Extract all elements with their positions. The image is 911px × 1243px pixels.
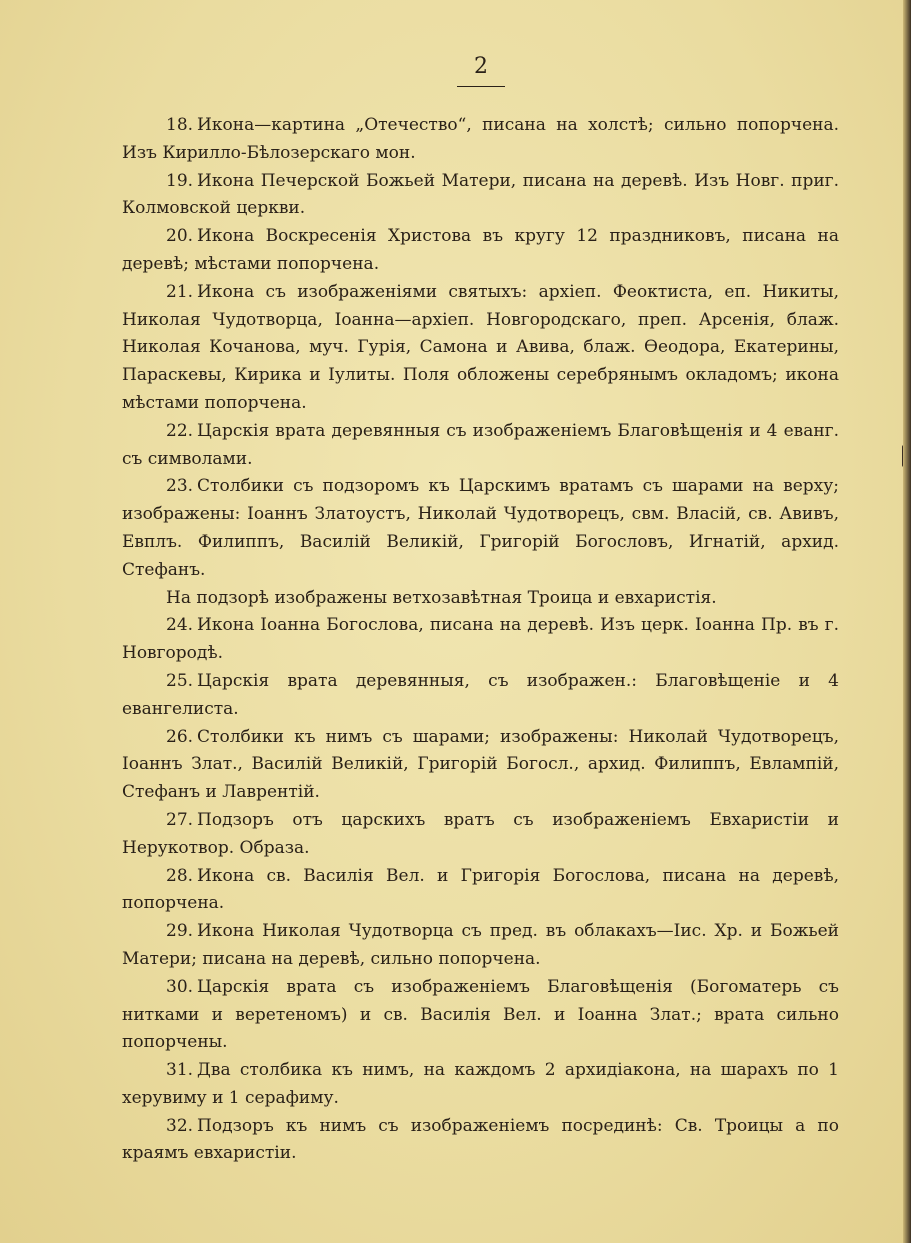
inventory-entry-26	[122, 724, 839, 807]
entry-text: Царскія врата деревянныя, съ изображен.: Благовѣщеніе и 4 евангелиста.	[122, 670, 839, 719]
page-number: 2	[474, 54, 488, 79]
entry-text: Подзоръ къ нимъ съ изображеніемъ посрединѣ: Св. Троицы а по краямъ евхаристіи.	[122, 1115, 839, 1164]
entry-number: 32.	[166, 1115, 194, 1136]
entry-number: 18.	[166, 115, 194, 135]
page-edge-shadow	[903, 0, 911, 1243]
inventory-list	[122, 112, 839, 1168]
inventory-entry-27	[122, 807, 839, 863]
entry-number: 21.	[166, 281, 194, 302]
entry-number: 25.	[166, 670, 194, 691]
inventory-entry-20	[122, 223, 839, 279]
inventory-entry-31	[122, 1057, 839, 1113]
inventory-entry-23-note	[122, 585, 839, 613]
entry-text: Икона—картина „Отечество“, писана на холстѣ; сильно попорчена. Изъ Кирилло-Бѣлозерскаго мон.	[122, 115, 839, 163]
entry-text: Икона Воскресенія Христова въ кругу 12 праздниковъ, писана на деревѣ; мѣстами попорчена.	[122, 226, 839, 274]
inventory-entry-25	[122, 668, 839, 724]
entry-number: 23.	[166, 476, 194, 497]
inventory-entry-22	[122, 418, 839, 474]
inventory-entry-24	[122, 612, 839, 668]
entry-number: 27.	[166, 809, 194, 830]
inventory-entry-21	[122, 279, 839, 418]
entry-text: Икона св. Василія Вел. и Григорія Богослова, писана на деревѣ, попорчена.	[122, 865, 839, 914]
entry-text: Столбики къ нимъ съ шарами; изображены: Николай Чудотворецъ, Іоаннъ Злат., Василій Великій, Григорій Богосл., архид. Филиппъ, Евлампій, Стефанъ и Лаврентій.	[122, 726, 839, 803]
inventory-entry-23	[122, 473, 839, 584]
entry-number: 20.	[166, 226, 194, 247]
entry-text: На подзорѣ изображены ветхозавѣтная Троица и евхаристія.	[166, 587, 717, 608]
entry-text: Подзоръ отъ царскихъ вратъ съ изображеніемъ Евхаристіи и Нерукотвор. Образа.	[122, 809, 839, 858]
entry-number: 29.	[166, 921, 194, 942]
entry-text: Два столбика къ нимъ, на каждомъ 2 архидіакона, на шарахъ по 1 херувиму и 1 серафиму.	[122, 1060, 839, 1108]
entry-number: 19.	[166, 170, 194, 191]
entry-text: Царскія врата съ изображеніемъ Благовѣщенія (Богоматерь съ нитками и веретеномъ) и св. Василія Вел. и Іоанна Злат.; врата сильно попорчены.	[122, 976, 839, 1053]
inventory-entry-32	[122, 1113, 839, 1169]
entry-number: 31.	[166, 1060, 194, 1081]
page-number-rule	[457, 86, 505, 87]
entry-number: 28.	[166, 865, 194, 886]
entry-number: 30.	[166, 976, 194, 997]
inventory-entry-19	[122, 168, 839, 224]
entry-text: Икона Николая Чудотворца съ пред. въ облакахъ—Іис. Хр. и Божьей Матери; писана на деревѣ, сильно попорчена.	[122, 921, 839, 969]
entry-text: Икона Іоанна Богослова, писана на деревѣ. Изъ церк. Іоанна Пр. въ г. Новгородѣ.	[122, 615, 839, 664]
inventory-entry-29	[122, 918, 839, 974]
inventory-entry-28	[122, 863, 839, 919]
entry-text: Столбики съ подзоромъ къ Царскимъ вратамъ съ шарами на верху; изображены: Іоаннъ Златоустъ, Николай Чудотворецъ, свм. Власій, св. Авивъ, Евплъ. Филиппъ, Василій Великій, Григорій Богословъ, Игнатій, архид. Стефанъ.	[122, 476, 839, 580]
entry-number: 24.	[166, 615, 194, 636]
inventory-entry-30	[122, 974, 839, 1057]
entry-text: Икона Печерской Божьей Матери, писана на деревѣ. Изъ Новг. приг. Колмовской церкви.	[122, 170, 839, 219]
entry-number: 26.	[166, 726, 194, 747]
entry-text: Царскія врата деревянныя съ изображеніемъ Благовѣщенія и 4 еванг. съ символами.	[122, 420, 839, 469]
entry-text: Икона съ изображеніями святыхъ: архіеп. Феоктиста, еп. Никиты, Николая Чудотворца, Іоанна—архіеп. Новгородскаго, преп. Арсенія, блаж. Николая Кочанова, муч. Гурія, Самона и Авива, блаж. Өеодора, Екатерины, Параскевы, Кирика и Іулиты. Поля обложены серебрянымъ окладомъ; икона мѣстами попорчена.	[122, 281, 839, 413]
inventory-entry-18	[122, 112, 839, 168]
entry-number: 22.	[166, 420, 194, 441]
